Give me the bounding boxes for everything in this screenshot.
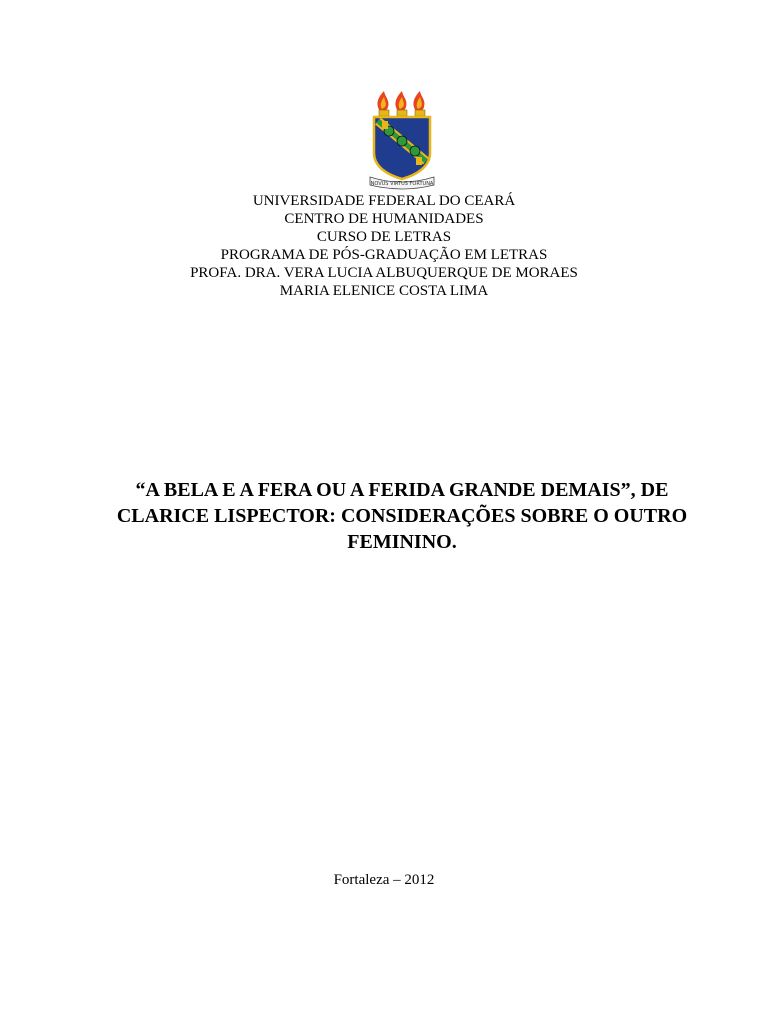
title-line-1: “A BELA E A FERA OU A FERIDA GRANDE DEMAIS”, DE [135, 479, 669, 501]
document-title [94, 477, 710, 555]
title-line-3: FEMININO. [347, 531, 457, 553]
advisor-name: PROFA. DRA. VERA LUCIA ALBUQUERQUE DE MORAES [190, 265, 578, 281]
crest-shield [374, 117, 430, 179]
university-crest-icon [366, 91, 438, 191]
crest-motto-text: NOVUS VIRTUS FORTUNA [370, 181, 434, 187]
course-name: CURSO DE LETRAS [316, 229, 452, 245]
title-line-2: CLARICE LISPECTOR: CONSIDERAÇÕES SOBRE O OUTRO [116, 505, 688, 527]
program-name: PROGRAMA DE PÓS-GRADUAÇÃO EM LETRAS [220, 247, 548, 263]
institution-header [0, 192, 768, 300]
center-name: CENTRO DE HUMANIDADES [284, 211, 484, 227]
torch-flames [377, 91, 425, 116]
author-name: MARIA ELENICE COSTA LIMA [279, 283, 489, 299]
university-name: UNIVERSIDADE FEDERAL DO CEARÁ [252, 193, 516, 209]
place-date: Fortaleza – 2012 [333, 872, 435, 888]
